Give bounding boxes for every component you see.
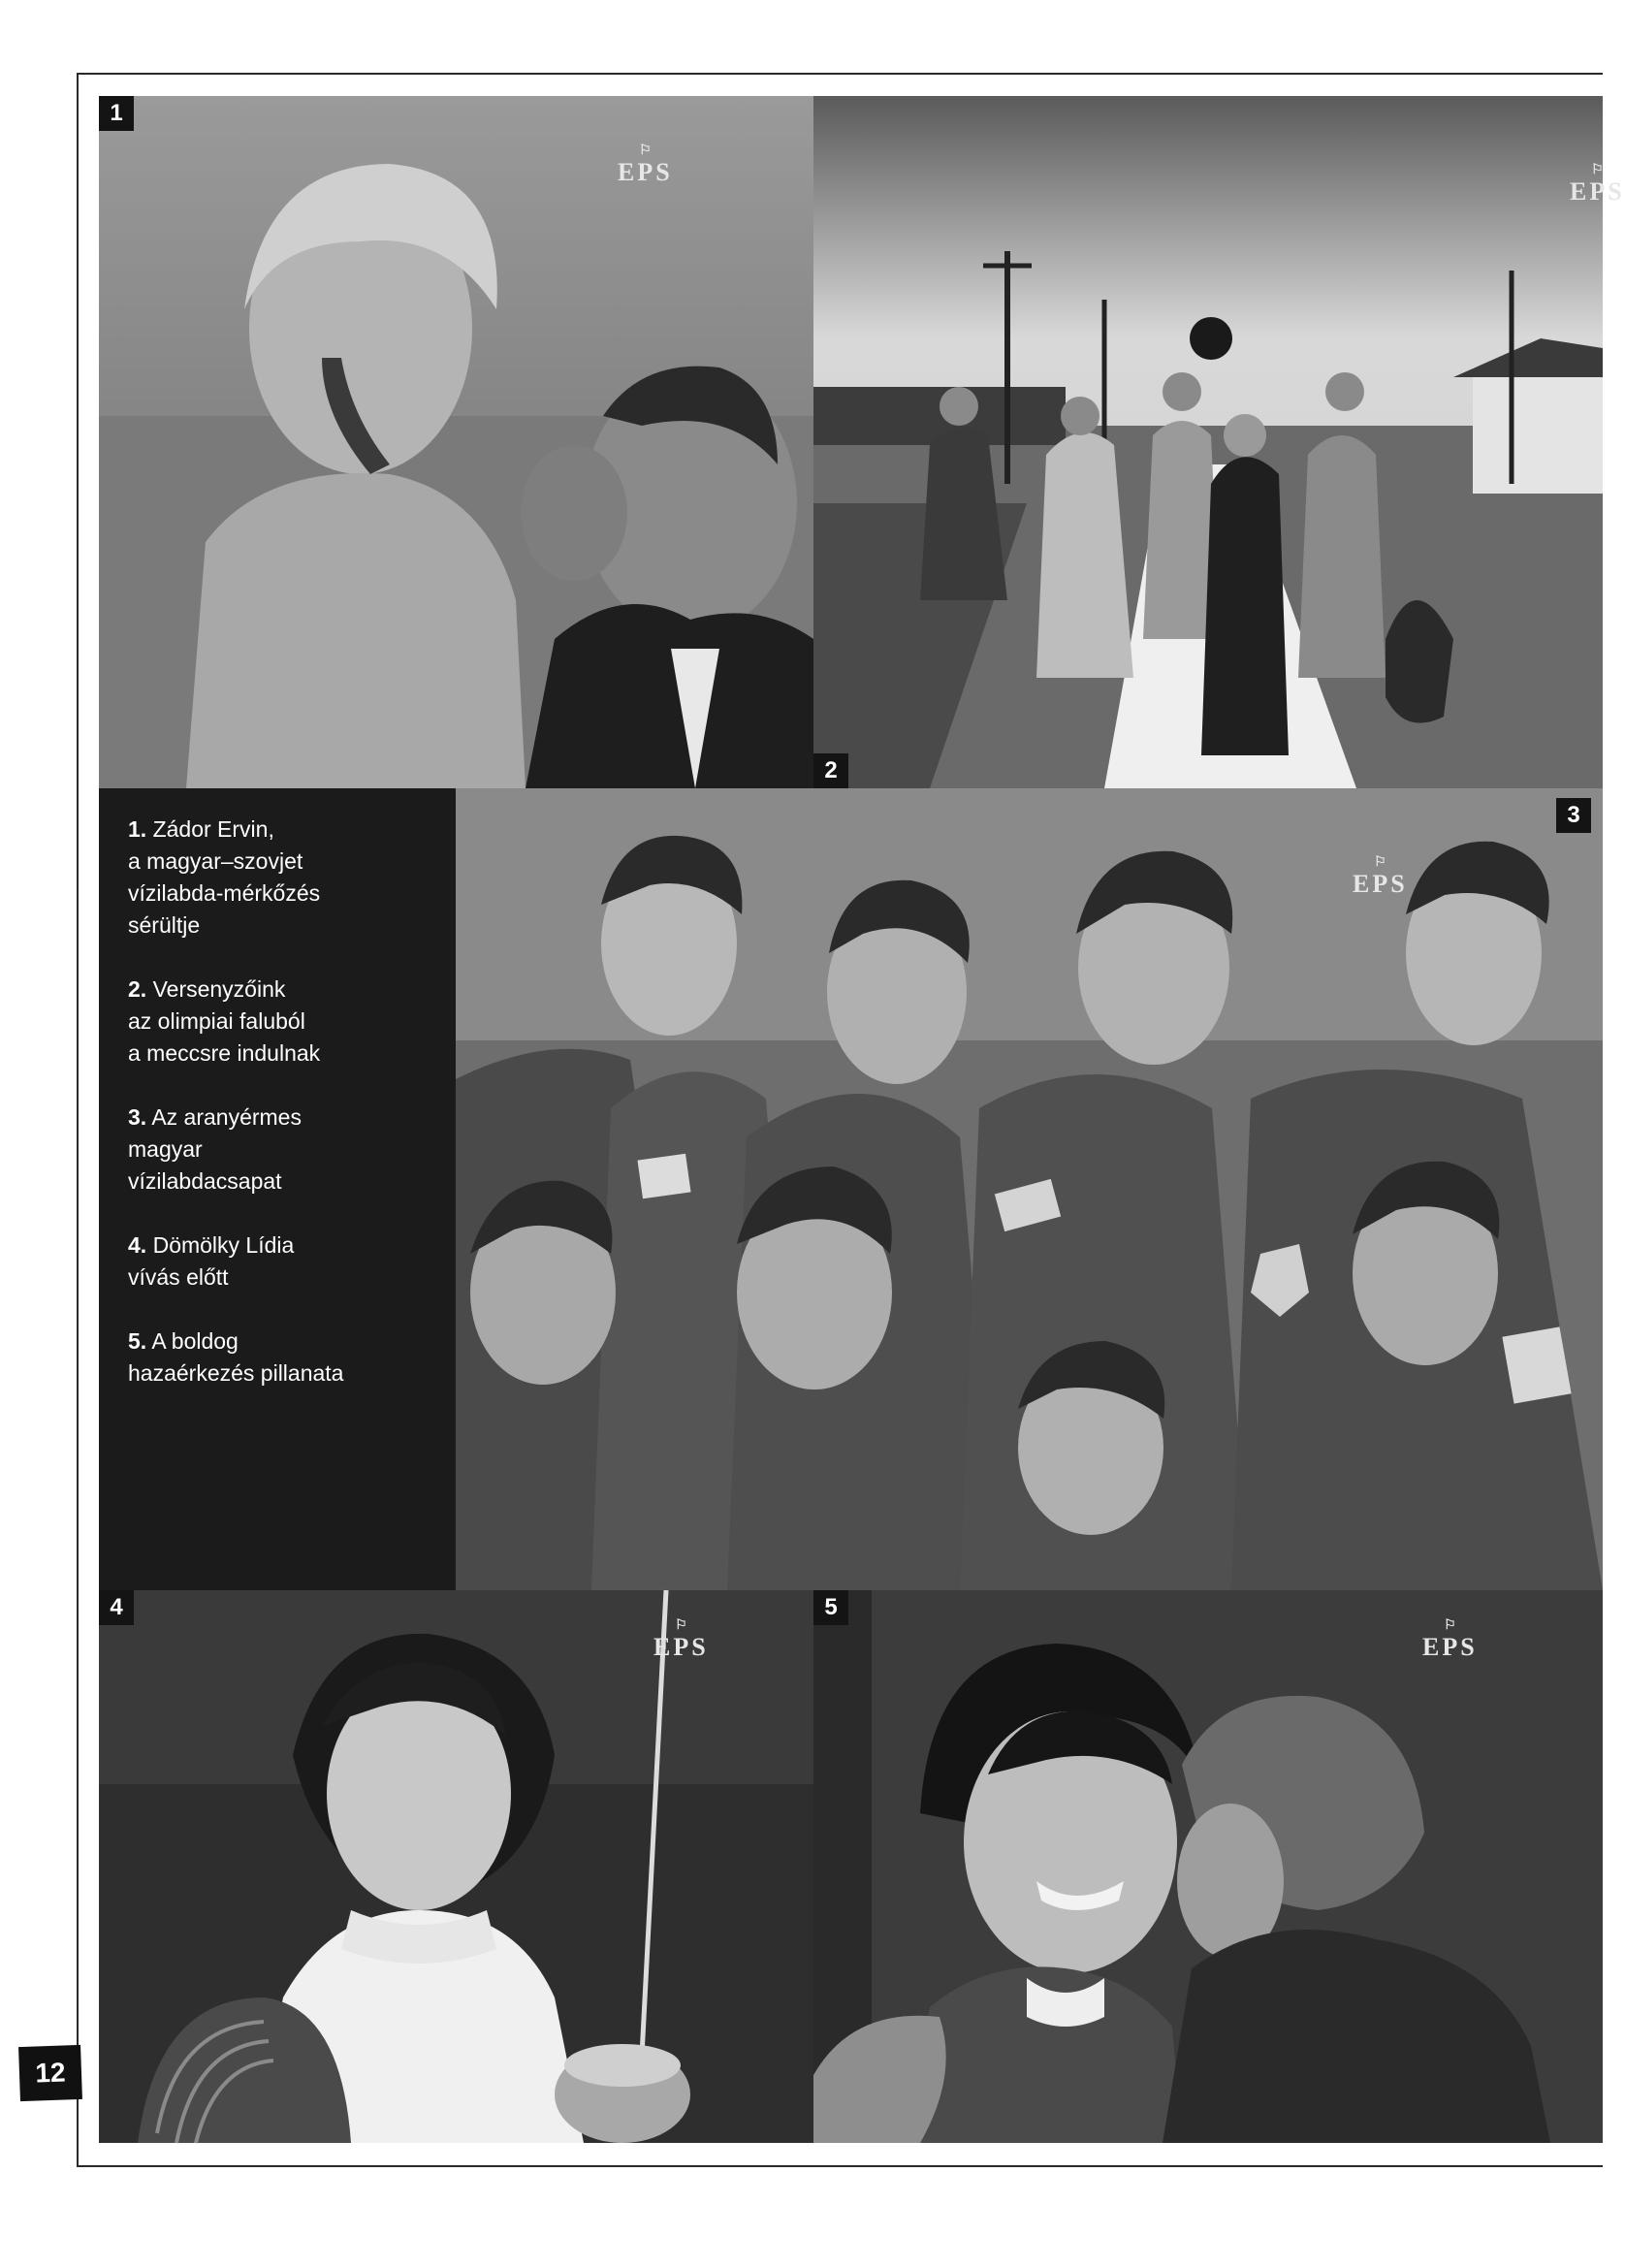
photo-number-badge: 5: [813, 1590, 848, 1625]
eps-watermark-text: EPS: [1353, 870, 1408, 898]
photo-3-water-polo-team: [456, 788, 1603, 1590]
caption-2: [128, 974, 438, 1070]
eps-watermark: [618, 144, 673, 185]
photo-4-image: [99, 1590, 813, 2143]
caption-text: A boldog hazaérkezés pillanata: [128, 1328, 344, 1386]
caption-text: Zádor Ervin, a magyar–szovjet vízilabda-mérkőzés sérültje: [128, 816, 321, 938]
photo-number-badge: 1: [99, 96, 134, 131]
eps-watermark: [1353, 856, 1408, 897]
eps-watermark-text: EPS: [618, 158, 673, 186]
caption-3: [128, 1102, 438, 1198]
caption-text: Dömölky Lídia vívás előtt: [128, 1232, 295, 1290]
photo-5-homecoming-embrace: [813, 1590, 1603, 2143]
eps-watermark: [653, 1619, 709, 1660]
captions-list: [128, 814, 438, 1421]
caption-number: 2.: [128, 976, 147, 1002]
caption-number: 5.: [128, 1328, 147, 1354]
page-number: 12: [18, 2045, 82, 2101]
eps-logo-icon: ⚐: [1591, 163, 1604, 177]
eps-watermark-text: EPS: [653, 1633, 709, 1661]
photo-number-badge: 3: [1556, 798, 1591, 833]
eps-logo-icon: ⚐: [1444, 1618, 1456, 1633]
caption-number: 4.: [128, 1232, 147, 1258]
photo-2-athletes-walking: [813, 96, 1625, 788]
caption-4: [128, 1230, 438, 1294]
eps-logo-icon: ⚐: [1374, 855, 1386, 870]
photo-2-image: [813, 96, 1603, 788]
eps-watermark-text: EPS: [1422, 1633, 1478, 1661]
eps-logo-icon: ⚐: [639, 144, 652, 158]
eps-watermark: [1570, 164, 1625, 205]
photo-5-image: [813, 1590, 1603, 2143]
caption-text: Versenyzőink az olimpiai faluból a meccsre indulnak: [128, 976, 321, 1066]
photo-1-water-polo-player: [99, 96, 813, 788]
photo-number-badge: 4: [99, 1590, 134, 1625]
eps-watermark: [1422, 1619, 1478, 1660]
photo-4-fencer: [99, 1590, 813, 2143]
caption-number: 3.: [128, 1104, 147, 1130]
photo-1-image: [99, 96, 813, 788]
caption-text: Az aranyérmes magyar vízilabdacsapat: [128, 1104, 302, 1194]
caption-panel: [99, 788, 456, 1590]
caption-number: 1.: [128, 816, 147, 842]
eps-watermark-text: EPS: [1570, 177, 1625, 206]
eps-logo-icon: ⚐: [675, 1618, 687, 1633]
photo-3-image: [456, 788, 1603, 1590]
caption-1: [128, 814, 438, 942]
photo-number-badge: 2: [813, 753, 848, 788]
caption-5: [128, 1326, 438, 1390]
